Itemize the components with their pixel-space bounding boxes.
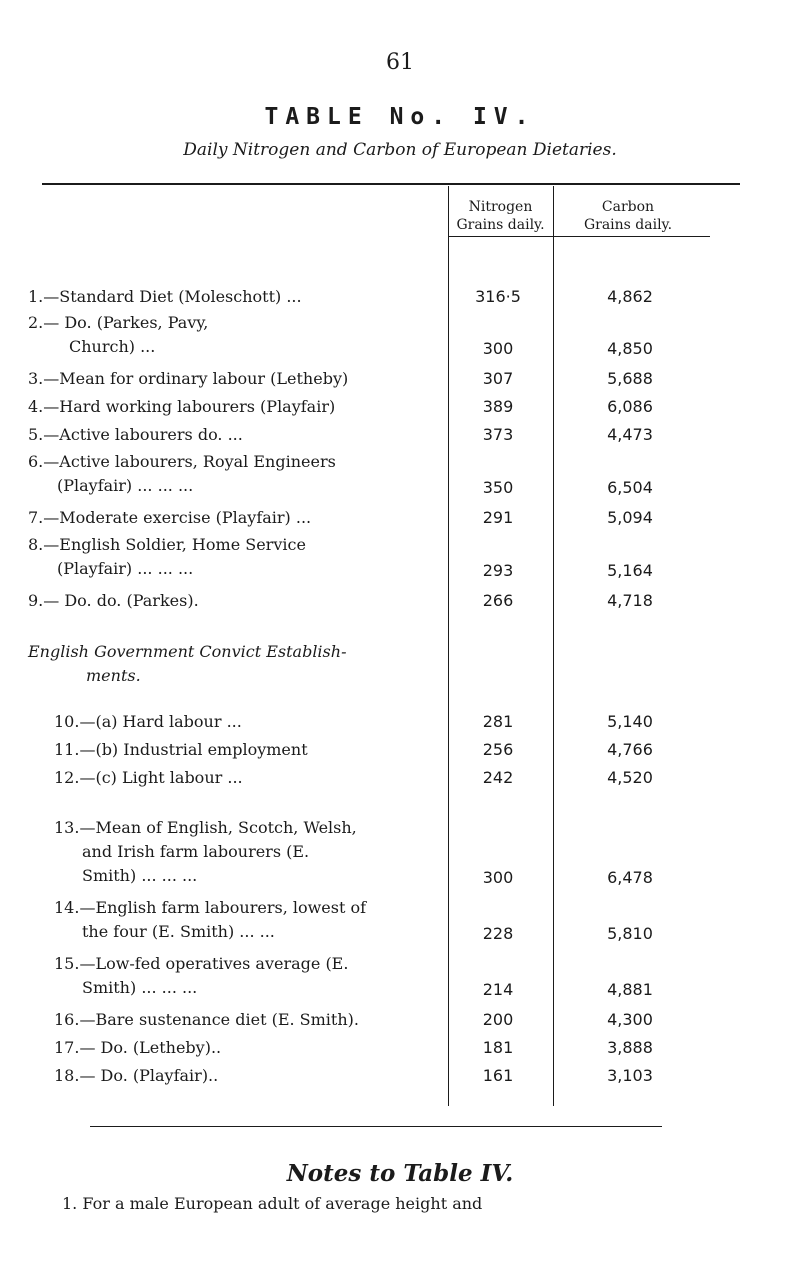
- table-row-label: 5.—Active labourers do. ...: [28, 425, 243, 444]
- nitrogen-value: 181: [482, 1038, 514, 1057]
- nitrogen-value: 228: [482, 924, 514, 943]
- nitrogen-value: 281: [482, 712, 514, 731]
- table-row-label: 6.—Active labourers, Royal Engineers (Playfair) ... ... ...: [28, 452, 336, 495]
- carbon-value: 4,718: [607, 591, 653, 610]
- table-row-label: 15.—Low-fed operatives average (E. Smith) ... ... ...: [54, 954, 349, 997]
- nitrogen-column-header: Nitrogen Grains daily.: [456, 199, 545, 233]
- carbon-value: 4,850: [607, 339, 653, 358]
- carbon-value: 5,810: [607, 924, 653, 943]
- table-row-label: 14.—English farm labourers, lowest of the four (E. Smith) ... ...: [54, 898, 367, 941]
- carbon-value: 4,520: [607, 768, 653, 787]
- nitrogen-value: 389: [482, 397, 514, 416]
- table-row-label: 7.—Moderate exercise (Playfair) ...: [28, 508, 312, 527]
- header-rule: [448, 236, 710, 237]
- table-row-label: 8.—English Soldier, Home Service (Playfair) ... ... ...: [28, 535, 306, 578]
- table-row-label: 18.— Do. (Playfair)..: [54, 1066, 219, 1085]
- table-title: TABLE No. IV.: [264, 104, 536, 130]
- nitrogen-value: 266: [482, 591, 514, 610]
- carbon-value: 4,862: [607, 287, 653, 306]
- column-divider-1: [448, 186, 449, 1106]
- carbon-value: 6,504: [607, 478, 653, 497]
- carbon-value: 5,688: [607, 369, 653, 388]
- nitrogen-value: 293: [482, 561, 514, 580]
- table-row-label: 13.—Mean of English, Scotch, Welsh, and Irish farm labourers (E. Smith) ... ... ...: [54, 818, 357, 885]
- column-divider-2: [553, 186, 554, 1106]
- carbon-value: 3,888: [607, 1038, 653, 1057]
- nitrogen-value: 350: [482, 478, 514, 497]
- carbon-value: 4,473: [607, 425, 653, 444]
- nitrogen-value: 200: [482, 1010, 514, 1029]
- table-row-label: 1.—Standard Diet (Moleschott) ...: [28, 287, 302, 306]
- table-row-label: 10.—(a) Hard labour ...: [54, 712, 242, 731]
- section-heading: English Government Convict Establish- ments.: [28, 642, 347, 685]
- table-row-label: 12.—(c) Light labour ...: [54, 768, 243, 787]
- nitrogen-value: 300: [482, 339, 514, 358]
- table-row-label: 17.— Do. (Letheby)..: [54, 1038, 222, 1057]
- nitrogen-value: 242: [482, 768, 514, 787]
- carbon-value: 6,478: [607, 868, 653, 887]
- table-row-label: 4.—Hard working labourers (Playfair): [28, 397, 336, 416]
- carbon-value: 4,766: [607, 740, 653, 759]
- carbon-value: 3,103: [607, 1066, 653, 1085]
- carbon-value: 6,086: [607, 397, 653, 416]
- note-1: 1. For a male European adult of average height and: [62, 1194, 483, 1213]
- carbon-column-header: Carbon Grains daily.: [583, 199, 673, 233]
- bottom-rule: [90, 1126, 662, 1127]
- nitrogen-value: 373: [482, 425, 514, 444]
- table-subtitle: Daily Nitrogen and Carbon of European Dietaries.: [183, 140, 617, 160]
- carbon-value: 4,300: [607, 1010, 653, 1029]
- nitrogen-value: 307: [482, 369, 514, 388]
- carbon-value: 5,140: [607, 712, 653, 731]
- carbon-value: 4,881: [607, 980, 653, 999]
- table-row-label: 2.— Do. (Parkes, Pavy, Church) ...: [28, 313, 209, 356]
- table-row-label: 3.—Mean for ordinary labour (Letheby): [28, 369, 349, 388]
- nitrogen-value: 300: [482, 868, 514, 887]
- table-row-label: 11.—(b) Industrial employment: [54, 740, 308, 759]
- top-rule: [42, 183, 740, 185]
- nitrogen-value: 256: [482, 740, 514, 759]
- notes-title: Notes to Table IV.: [286, 1160, 514, 1187]
- nitrogen-value: 291: [482, 508, 514, 527]
- table-row-label: 16.—Bare sustenance diet (E. Smith).: [54, 1010, 359, 1029]
- carbon-value: 5,164: [607, 561, 653, 580]
- nitrogen-value: 316·5: [475, 287, 521, 306]
- page-number: 61: [386, 50, 414, 75]
- table-row-label: 9.— Do. do. (Parkes).: [28, 591, 199, 610]
- nitrogen-value: 214: [482, 980, 514, 999]
- nitrogen-value: 161: [482, 1066, 514, 1085]
- carbon-value: 5,094: [607, 508, 653, 527]
